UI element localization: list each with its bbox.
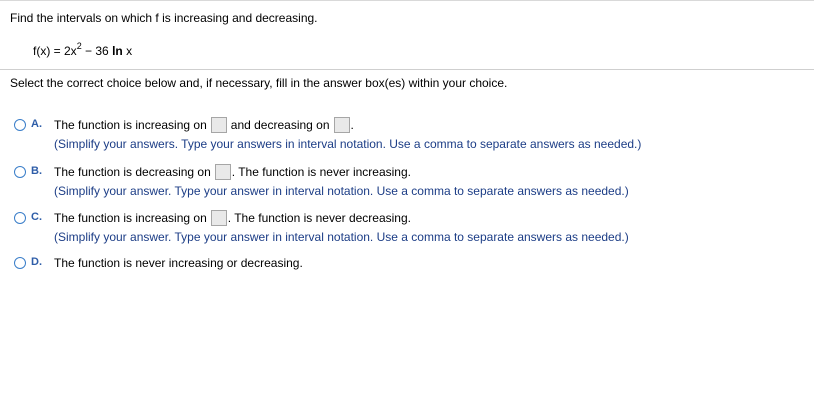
choice-a-hint: (Simplify your answers. Type your answers in interval notation. Use a comma to separate answers as needed.) (54, 137, 642, 151)
function-exponent: 2 (76, 41, 82, 51)
choice-b-radio[interactable] (14, 166, 26, 178)
function-ln: ln (112, 44, 123, 58)
choice-b-letter: B. (31, 165, 42, 177)
choice-a-text-after: . (350, 118, 354, 132)
function-rest: x (122, 44, 133, 58)
choice-d-statement (54, 255, 303, 271)
choice-b-hint: (Simplify your answer. Type your answer in interval notation. Use a comma to separate answers as needed.) (54, 184, 629, 198)
choice-b-text-after: . The function is never increasing. (231, 165, 411, 179)
choice-b-text-before: The function is decreasing on (54, 165, 211, 179)
choice-c-answer-box[interactable] (211, 210, 227, 226)
choice-c-statement (54, 210, 411, 226)
choice-d-letter: D. (31, 256, 42, 268)
choice-c-text-after: . The function is never decreasing. (227, 211, 411, 225)
choice-a-statement (54, 117, 354, 133)
choice-a-radio[interactable] (14, 119, 26, 131)
choice-a-letter: A. (31, 118, 42, 130)
choice-a-text-before: The function is increasing on (54, 118, 207, 132)
choice-c-radio[interactable] (14, 212, 26, 224)
choice-c-letter: C. (31, 211, 42, 223)
function-definition (33, 42, 132, 58)
instruction-text: Select the correct choice below and, if necessary, fill in the answer box(es) within your choice. (10, 76, 508, 90)
choice-a-increasing-answer-box[interactable] (211, 117, 227, 133)
choice-b-statement (54, 164, 411, 180)
choice-c-hint: (Simplify your answer. Type your answer in interval notation. Use a comma to separate answers as needed.) (54, 230, 629, 244)
choice-a-decreasing-answer-box[interactable] (334, 117, 350, 133)
function-lhs: f(x) = 2x (33, 44, 77, 58)
choice-c-text-before: The function is increasing on (54, 211, 207, 225)
top-rule (0, 0, 814, 1)
choice-d-radio[interactable] (14, 257, 26, 269)
function-middle: − 36 (81, 44, 113, 58)
choice-d-text: The function is never increasing or decreasing. (54, 256, 303, 270)
choice-a-text-middle: and decreasing on (230, 118, 330, 132)
question-text: Find the intervals on which f is increasing and decreasing. (10, 11, 318, 25)
choice-b-answer-box[interactable] (215, 164, 231, 180)
section-divider (0, 69, 814, 70)
